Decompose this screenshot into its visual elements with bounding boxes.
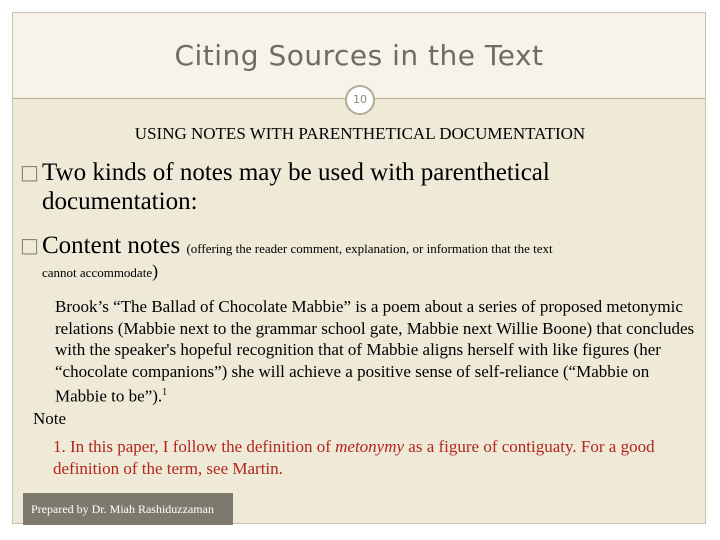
example-paragraph bbox=[55, 296, 705, 407]
checkbox-bullet-icon: □ bbox=[20, 233, 39, 257]
bullet-item-content-notes bbox=[20, 231, 690, 282]
footnote-text bbox=[53, 436, 693, 480]
section-heading: USING NOTES WITH PARENTHETICAL DOCUMENTATION bbox=[134, 124, 586, 143]
footnote-italic-term: metonymy bbox=[335, 437, 405, 456]
bullet-term: Content notes bbox=[42, 232, 181, 259]
example-text: Brook’s “The Ballad of Chocolate Mabbie” is a poem about a series of proposed metonymic relations (Mabbie next to the grammar school gate, Mabbie next Willie Boone) that concludes with the speaker's hopeful recognition that of Mabbie aligns herself with like figures (her “chocolate companions”) she will achieve a positive sense of self-reliance (“Mabbie on Mabbie to be”). bbox=[55, 297, 695, 406]
bullet-definition: (offering the reader comment, explanation, or information that the text bbox=[186, 241, 553, 256]
footnote-suffix: as a figure of contiguaty. For a good definition of the term, see Martin. bbox=[53, 437, 655, 478]
note-label: Note bbox=[33, 409, 67, 428]
bullet-item-two-kinds bbox=[20, 158, 690, 216]
checkbox-bullet-icon: □ bbox=[20, 160, 39, 184]
footnote-prefix: 1. In this paper, I follow the definition of bbox=[53, 437, 336, 456]
page-number-badge: 10 bbox=[345, 85, 375, 115]
slide-title: Citing Sources in the Text bbox=[174, 39, 544, 72]
slide bbox=[12, 12, 706, 524]
bullet-definition-continued: cannot accommodate bbox=[42, 265, 153, 280]
footer-credit: Prepared by Dr. Miah Rashiduzzaman bbox=[23, 493, 233, 525]
footnote-marker: 1 bbox=[162, 387, 168, 398]
closing-paren: ) bbox=[152, 261, 159, 281]
bullet-text: Two kinds of notes may be used with parenthetical documentation: bbox=[42, 159, 550, 215]
